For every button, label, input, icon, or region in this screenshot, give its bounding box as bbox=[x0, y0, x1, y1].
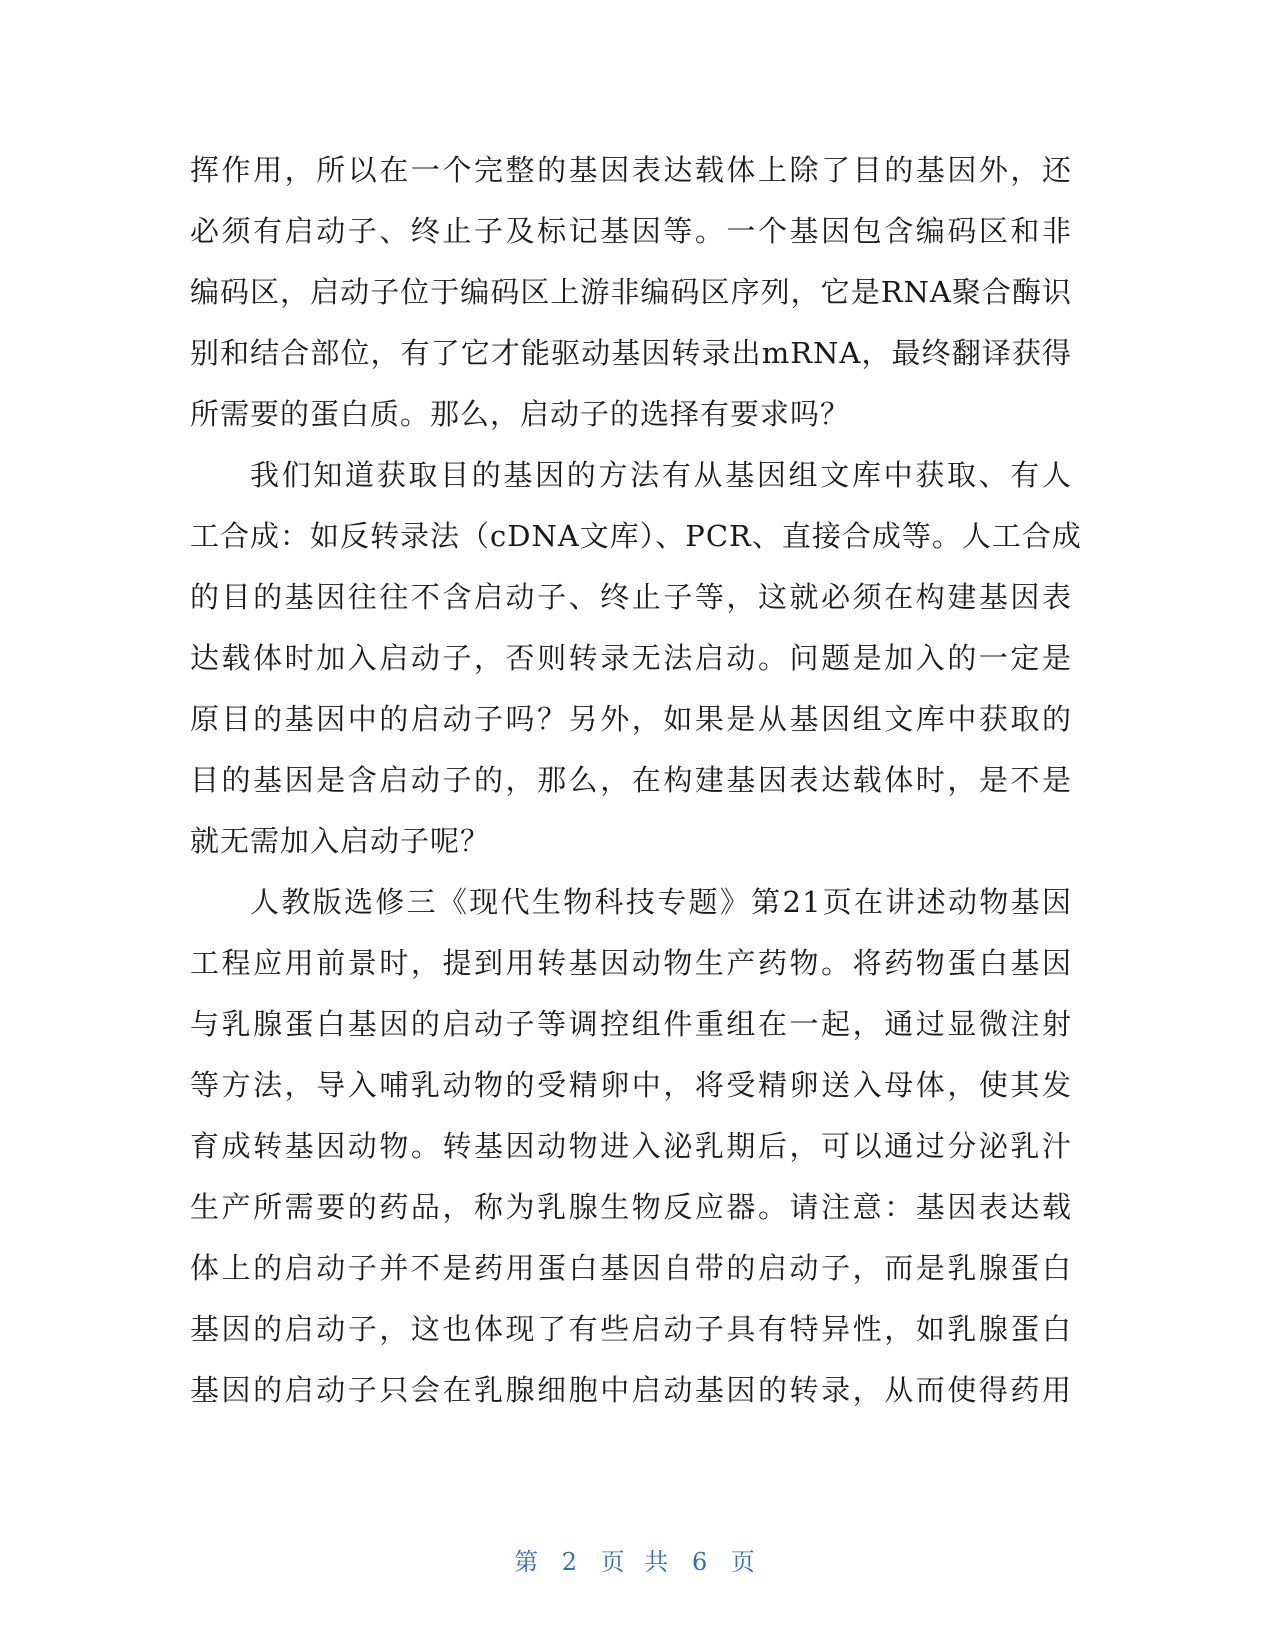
text-line: 育成转基因动物。转基因动物进入泌乳期后，可以通过分泌乳汁 bbox=[190, 1129, 1072, 1163]
footer-prefix: 第 bbox=[514, 1548, 545, 1576]
footer-middle: 页 共 bbox=[600, 1548, 675, 1576]
text-line: 所需要的蛋白质。那么，启动子的选择有要求吗？ bbox=[190, 397, 851, 431]
text-line: 达载体时加入启动子，否则转录无法启动。问题是加入的一定是 bbox=[190, 641, 1072, 675]
text-line: 原目的基因中的启动子吗？另外，如果是从基因组文库中获取的 bbox=[190, 702, 1072, 736]
footer-page-number: 2 bbox=[561, 1548, 584, 1576]
text-line: 工合成：如反转录法（cDNA文库）、PCR、直接合成等。人工合成 bbox=[190, 519, 1082, 553]
paragraph-3 bbox=[190, 872, 1072, 1421]
text-line: 体上的启动子并不是药用蛋白基因自带的启动子，而是乳腺蛋白 bbox=[190, 1251, 1072, 1285]
text-line: 编码区，启动子位于编码区上游非编码区序列，它是RNA聚合酶识 bbox=[190, 275, 1072, 309]
text-line: 基因的启动子，这也体现了有些启动子具有特异性，如乳腺蛋白 bbox=[190, 1312, 1072, 1346]
page-footer bbox=[0, 1542, 1275, 1577]
text-line: 挥作用，所以在一个完整的基因表达载体上除了目的基因外，还 bbox=[190, 153, 1072, 187]
text-line: 工程应用前景时，提到用转基因动物生产药物。将药物蛋白基因 bbox=[190, 946, 1072, 980]
paragraph-1 bbox=[190, 140, 1072, 445]
footer-total-pages: 6 bbox=[691, 1548, 714, 1576]
text-line: 生产所需要的药品，称为乳腺生物反应器。请注意：基因表达载 bbox=[190, 1190, 1072, 1224]
text-line: 与乳腺蛋白基因的启动子等调控组件重组在一起，通过显微注射 bbox=[190, 1007, 1072, 1041]
text-line: 目的基因是含启动子的，那么，在构建基因表达载体时，是不是 bbox=[190, 763, 1072, 797]
text-line: 的目的基因往往不含启动子、终止子等，这就必须在构建基因表 bbox=[190, 580, 1072, 614]
paragraph-2 bbox=[190, 445, 1082, 872]
footer-suffix: 页 bbox=[730, 1548, 761, 1576]
text-line: 必须有启动子、终止子及标记基因等。一个基因包含编码区和非 bbox=[190, 214, 1072, 248]
text-line: 我们知道获取目的基因的方法有从基因组文库中获取、有人 bbox=[250, 458, 1072, 492]
document-body bbox=[190, 140, 1082, 1421]
text-line: 等方法，导入哺乳动物的受精卵中，将受精卵送入母体，使其发 bbox=[190, 1068, 1072, 1102]
text-line: 就无需加入启动子呢？ bbox=[190, 824, 491, 858]
text-line: 别和结合部位，有了它才能驱动基因转录出mRNA，最终翻译获得 bbox=[190, 336, 1072, 370]
text-line: 基因的启动子只会在乳腺细胞中启动基因的转录，从而使得药用 bbox=[190, 1373, 1072, 1407]
text-line: 人教版选修三《现代生物科技专题》第21页在讲述动物基因 bbox=[250, 885, 1072, 919]
